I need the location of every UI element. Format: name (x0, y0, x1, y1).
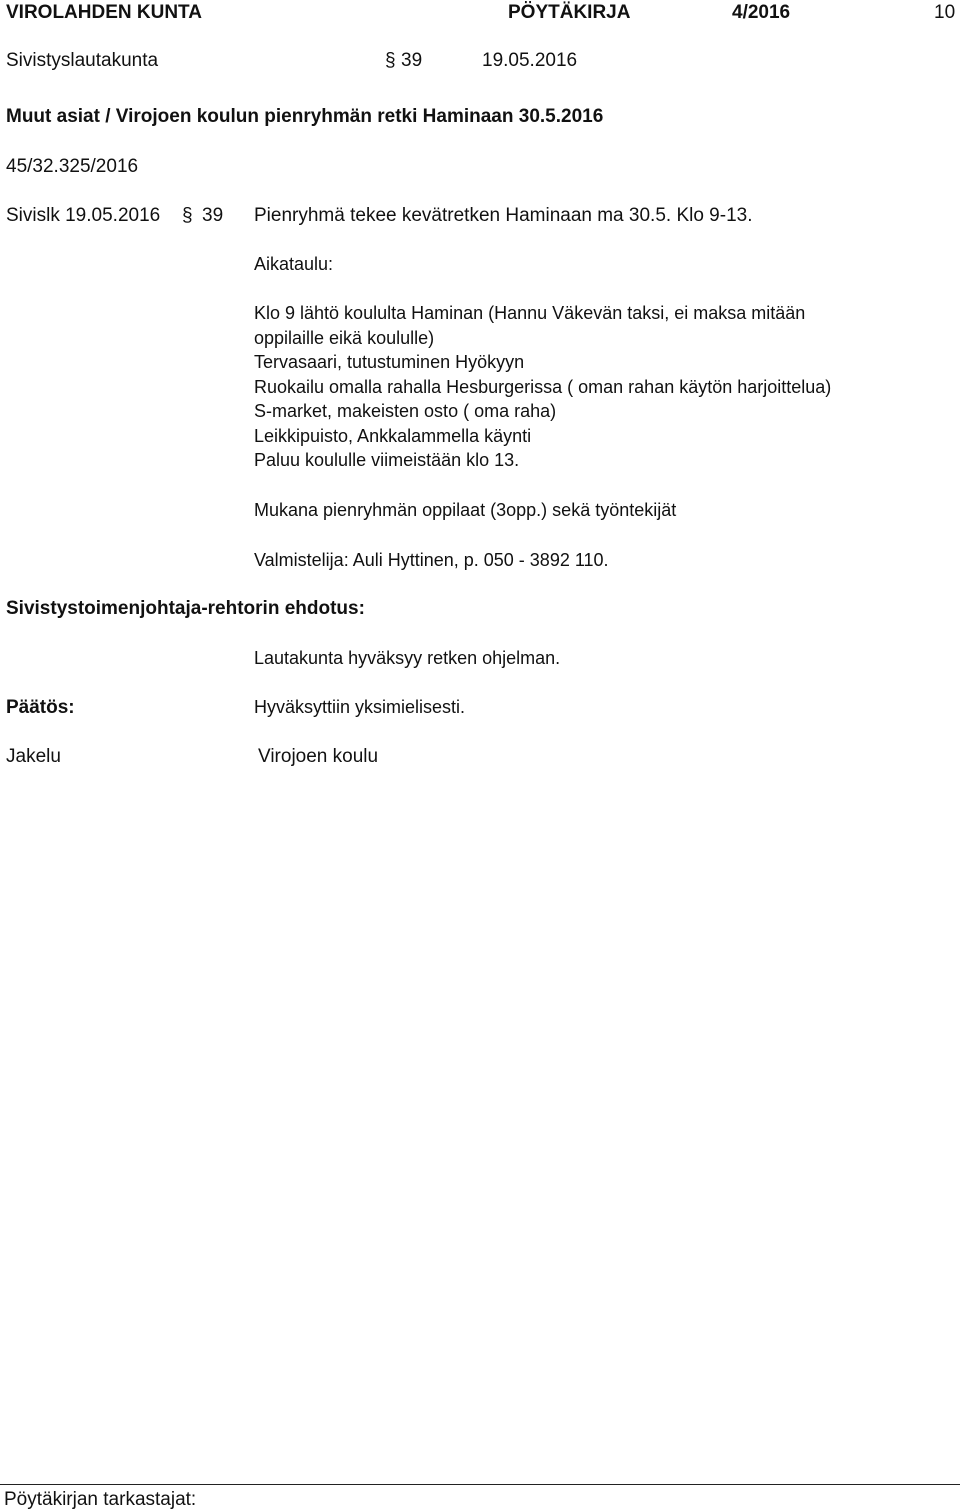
schedule-item: Ruokailu omalla rahalla Hesburgerissa ( oman rahan käytön harjoittelua) (254, 376, 832, 397)
record-section-number: 39 (202, 205, 224, 226)
proposal-text: Lautakunta hyväksyy retken ohjelman. (254, 648, 561, 668)
schedule-item: oppilaille eikä koululle) (254, 327, 435, 348)
schedule-item: Paluu koululle viimeistään klo 13. (254, 450, 520, 470)
schedule-list (254, 301, 831, 473)
participants-text: Mukana pienryhmän oppilaat (3opp.) sekä työntekijät (254, 500, 677, 520)
matter-reference: 45/32.325/2016 (6, 156, 139, 177)
meeting-date: 19.05.2016 (482, 50, 578, 71)
schedule-item: S-market, makeisten osto ( oma raha) (254, 401, 557, 421)
schedule-heading: Aikataulu: (254, 254, 334, 274)
page-number: 10 (934, 2, 956, 23)
schedule-item: Tervasaari, tutustuminen Hyökyyn (254, 352, 525, 372)
section-symbol: § (385, 50, 396, 71)
document-number: 4/2016 (732, 2, 791, 23)
footer-divider (0, 1484, 960, 1485)
decision-label: Päätös: (6, 697, 75, 718)
preparer-text: Valmistelija: Auli Hyttinen, p. 050 - 3892 110. (254, 550, 609, 570)
distribution-label: Jakelu (6, 746, 61, 767)
matter-description: Pienryhmä tekee kevätretken Haminaan ma 30.5. Klo 9-13. (254, 205, 753, 226)
record-reference: Sivislk 19.05.2016 (6, 205, 161, 226)
schedule-item: Leikkipuisto, Ankkalammella käynti (254, 425, 532, 446)
decision-text: Hyväksyttiin yksimielisesti. (254, 697, 466, 717)
distribution-text: Virojoen koulu (258, 746, 379, 767)
section-number: 39 (401, 50, 423, 71)
schedule-item: Klo 9 lähtö koululta Haminan (Hannu Väkevän taksi, ei maksa mitään (254, 303, 806, 323)
record-section-symbol: § (182, 205, 193, 226)
proposal-label: Sivistystoimenjohtaja-rehtorin ehdotus: (6, 598, 365, 619)
municipality-name: VIROLAHDEN KUNTA (6, 2, 202, 23)
document-type: PÖYTÄKIRJA (508, 2, 631, 23)
board-name: Sivistyslautakunta (6, 50, 159, 71)
matter-title: Muut asiat / Virojoen koulun pienryhmän retki Haminaan 30.5.2016 (6, 106, 604, 127)
footer-reviewers-label: Pöytäkirjan tarkastajat: (4, 1489, 197, 1510)
